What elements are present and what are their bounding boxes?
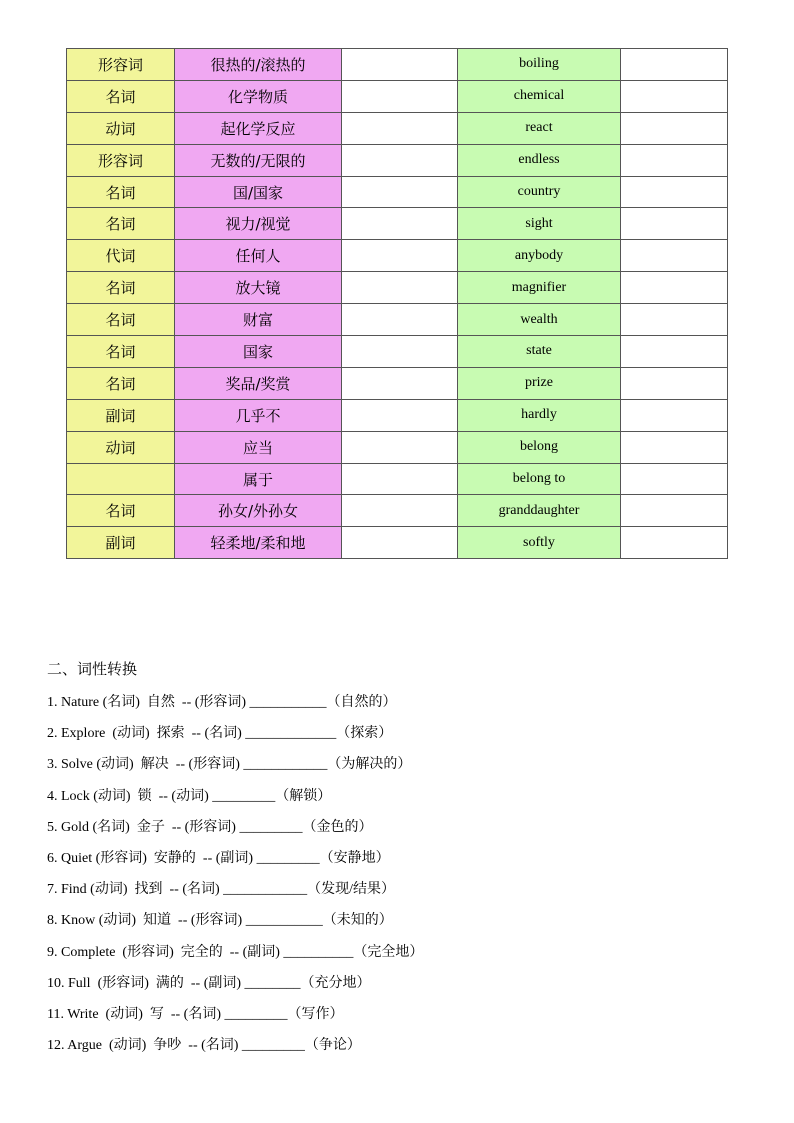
table-row [67, 431, 728, 463]
pos-cell: 动词 [67, 112, 175, 144]
table-row [67, 304, 728, 336]
chinese-meaning-cell: 很热的/滚热的 [175, 49, 342, 81]
pos-cell: 动词 [67, 431, 175, 463]
blank-cell [621, 399, 728, 431]
pos-cell: 名词 [67, 80, 175, 112]
english-word-cell: granddaughter [458, 495, 621, 527]
conversion-item: 1. Nature (名词) 自然 -- (形容词) ___________（自然的） [47, 695, 397, 710]
blank-cell [342, 431, 458, 463]
section-title: 二、词性转换 [47, 660, 138, 678]
chinese-meaning-cell: 孙女/外孙女 [175, 495, 342, 527]
blank-cell [621, 463, 728, 495]
english-word-cell: anybody [458, 240, 621, 272]
blank-cell [621, 336, 728, 368]
blank-cell [621, 176, 728, 208]
blank-cell [342, 399, 458, 431]
conversion-item: 2. Explore (动词) 探索 -- (名词) _____________（探索） [47, 726, 393, 742]
english-word-cell: prize [458, 367, 621, 399]
pos-cell: 名词 [67, 367, 175, 399]
blank-cell [621, 495, 728, 527]
chinese-meaning-cell: 放大镜 [175, 272, 342, 304]
vocabulary-table-body [67, 49, 728, 559]
blank-cell [342, 176, 458, 208]
chinese-meaning-cell: 属于 [175, 463, 342, 495]
pos-cell: 名词 [67, 336, 175, 368]
chinese-meaning-cell: 化学物质 [175, 80, 342, 112]
blank-cell [342, 240, 458, 272]
table-row [67, 112, 728, 144]
blank-cell [342, 336, 458, 368]
chinese-meaning-cell: 几乎不 [175, 399, 342, 431]
blank-cell [342, 144, 458, 176]
pos-cell [67, 463, 175, 495]
vocabulary-table [66, 48, 728, 559]
chinese-meaning-cell: 无数的/无限的 [175, 144, 342, 176]
chinese-meaning-cell: 视力/视觉 [175, 208, 342, 240]
english-word-cell: state [458, 336, 621, 368]
table-row [67, 176, 728, 208]
chinese-meaning-cell: 国家 [175, 336, 342, 368]
chinese-meaning-cell: 任何人 [175, 240, 342, 272]
blank-cell [342, 527, 458, 559]
table-row [67, 240, 728, 272]
table-row [67, 367, 728, 399]
conversion-list [47, 687, 747, 1061]
english-word-cell: chemical [458, 80, 621, 112]
blank-cell [621, 431, 728, 463]
pos-cell: 名词 [67, 495, 175, 527]
blank-cell [621, 367, 728, 399]
table-row [67, 49, 728, 81]
english-word-cell: magnifier [458, 272, 621, 304]
table-row [67, 399, 728, 431]
pos-cell: 名词 [67, 272, 175, 304]
conversion-item: 8. Know (动词) 知道 -- (形容词) ___________（未知的） [47, 913, 393, 929]
pos-cell: 副词 [67, 527, 175, 559]
english-word-cell: boiling [458, 49, 621, 81]
conversion-item: 12. Argue (动词) 争吵 -- (名词) _________（争论） [47, 1038, 361, 1054]
table-row [67, 208, 728, 240]
english-word-cell: wealth [458, 304, 621, 336]
english-word-cell: belong to [458, 463, 621, 495]
pos-cell: 名词 [67, 208, 175, 240]
conversion-item: 5. Gold (名词) 金子 -- (形容词) _________（金色的） [47, 819, 373, 835]
pos-cell: 名词 [67, 304, 175, 336]
conversion-item: 7. Find (动词) 找到 -- (名词) ____________（发现/结果） [47, 882, 396, 898]
blank-cell [621, 272, 728, 304]
pos-cell: 形容词 [67, 144, 175, 176]
blank-cell [621, 80, 728, 112]
blank-cell [342, 272, 458, 304]
blank-cell [621, 112, 728, 144]
conversion-item: 10. Full (形容词) 满的 -- (副词) ________（充分地） [47, 975, 371, 991]
english-word-cell: sight [458, 208, 621, 240]
conversion-item: 3. Solve (动词) 解决 -- (形容词) ____________（为解决的） [47, 757, 412, 773]
blank-cell [342, 49, 458, 81]
blank-cell [342, 304, 458, 336]
chinese-meaning-cell: 国/国家 [175, 176, 342, 208]
chinese-meaning-cell: 应当 [175, 431, 342, 463]
blank-cell [621, 208, 728, 240]
chinese-meaning-cell: 财富 [175, 304, 342, 336]
blank-cell [621, 527, 728, 559]
chinese-meaning-cell: 起化学反应 [175, 112, 342, 144]
pos-cell: 名词 [67, 176, 175, 208]
table-row [67, 144, 728, 176]
table-row [67, 336, 728, 368]
table-row [67, 272, 728, 304]
english-word-cell: softly [458, 527, 621, 559]
pos-cell: 代词 [67, 240, 175, 272]
word-conversion-section [47, 656, 747, 1061]
blank-cell [621, 144, 728, 176]
table-row [67, 527, 728, 559]
chinese-meaning-cell: 奖品/奖赏 [175, 367, 342, 399]
chinese-meaning-cell: 轻柔地/柔和地 [175, 527, 342, 559]
blank-cell [621, 49, 728, 81]
blank-cell [621, 240, 728, 272]
english-word-cell: endless [458, 144, 621, 176]
conversion-item: 4. Lock (动词) 锁 -- (动词) _________（解锁） [47, 788, 332, 804]
pos-cell: 副词 [67, 399, 175, 431]
conversion-item: 6. Quiet (形容词) 安静的 -- (副词) _________（安静地） [47, 850, 390, 866]
conversion-item: 9. Complete (形容词) 完全的 -- (副词) __________（完全地） [47, 944, 424, 960]
blank-cell [342, 112, 458, 144]
blank-cell [621, 304, 728, 336]
blank-cell [342, 80, 458, 112]
blank-cell [342, 495, 458, 527]
english-word-cell: hardly [458, 399, 621, 431]
english-word-cell: react [458, 112, 621, 144]
conversion-item: 11. Write (动词) 写 -- (名词) _________（写作） [47, 1006, 344, 1022]
blank-cell [342, 208, 458, 240]
blank-cell [342, 367, 458, 399]
english-word-cell: belong [458, 431, 621, 463]
pos-cell: 形容词 [67, 49, 175, 81]
blank-cell [342, 463, 458, 495]
table-row [67, 495, 728, 527]
english-word-cell: country [458, 176, 621, 208]
table-row [67, 80, 728, 112]
table-row [67, 463, 728, 495]
